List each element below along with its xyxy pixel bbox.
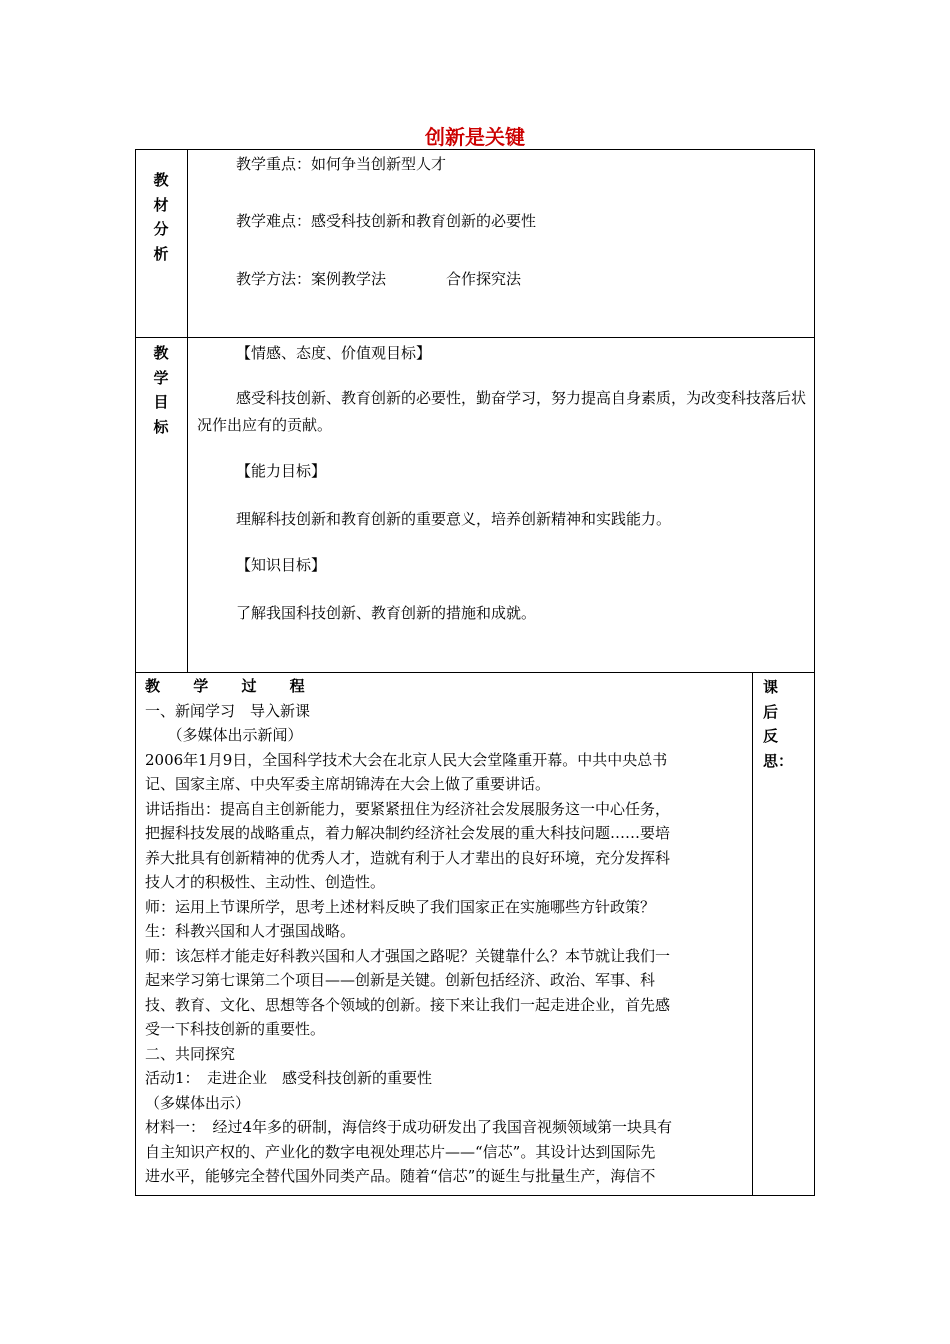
- table-border-top: [135, 149, 815, 150]
- process-line: 起来学习第七课第二个项目——创新是关键。创新包括经济、政治、军事、科: [145, 971, 656, 989]
- process-line: 一、新闻学习 导入新课: [145, 701, 311, 720]
- teaching-process: [145, 674, 751, 1189]
- row-divider-2: [135, 672, 815, 673]
- process-heading: 教 学 过 程: [145, 677, 319, 695]
- process-line: 师：运用上节课所学，思考上述材料反映了我们国家正在实施哪些方针政策？: [145, 897, 656, 916]
- process-line: （多媒体出示新闻）: [145, 726, 303, 744]
- table-border-right: [814, 149, 815, 1196]
- knowledge-heading: 【知识目标】: [236, 556, 327, 574]
- process-line: 2006年1月9日，全国科学技术大会在北京人民大会堂隆重开幕。中共中央总书: [145, 750, 668, 769]
- process-line: （多媒体出示）: [145, 1093, 251, 1112]
- key-point: 教学重点：如何争当创新型人才: [236, 155, 447, 173]
- process-line: 记、国家主席、中央军委主席胡锦涛在大会上做了重要讲话。: [145, 775, 551, 793]
- process-line: 活动1： 走进企业 感受科技创新的重要性: [145, 1069, 433, 1087]
- ability-text: 理解科技创新和教育创新的重要意义，培养创新精神和实践能力。: [236, 510, 672, 528]
- analysis-label: 教 材 分 析: [153, 171, 169, 263]
- process-line: 讲话指出：提高自主创新能力，要紧紧扭住为经济社会发展服务这一中心任务，: [145, 799, 671, 818]
- process-line: 二、共同探究: [145, 1044, 236, 1063]
- process-line: 师：该怎样才能走好科教兴国和人才强国之路呢？关键靠什么？本节就让我们一: [145, 946, 671, 965]
- process-line: 把握科技发展的战略重点，着力解决制约经济社会发展的重大科技问题……要培: [145, 824, 671, 842]
- label-column-divider: [187, 149, 188, 673]
- teaching-method-extra: 合作探究法: [446, 270, 522, 288]
- process-line: 生：科教兴国和人才强国战略。: [145, 922, 356, 940]
- ability-heading: 【能力目标】: [236, 462, 327, 480]
- teaching-method: 教学方法：案例教学法: [236, 270, 387, 288]
- table-border-left: [135, 149, 136, 1196]
- table-border-bottom: [135, 1195, 815, 1196]
- process-line: 养大批具有创新精神的优秀人才，造就有利于人才辈出的良好环境，充分发挥科: [145, 848, 671, 867]
- knowledge-text: 了解我国科技创新、教育创新的措施和成就。: [236, 604, 537, 622]
- process-line: 自主知识产权的、产业化的数字电视处理芯片——“信芯”。其设计达到国际先: [145, 1142, 656, 1161]
- difficulty: 教学难点：感受科技创新和教育创新的必要性: [236, 212, 537, 230]
- reflection-label: 课 后 反 思：: [763, 678, 794, 770]
- reflection-column-divider: [752, 672, 753, 1196]
- process-line: 技、教育、文化、思想等各个领域的创新。接下来让我们一起走进企业，首先感: [145, 995, 671, 1014]
- row-divider-1: [135, 337, 815, 338]
- process-line: 受一下科技创新的重要性。: [145, 1020, 326, 1038]
- process-line: 进水平，能够完全替代国外同类产品。随着“信芯”的诞生与批量生产，海信不: [145, 1167, 656, 1185]
- emotion-text: 感受科技创新、教育创新的必要性，勤奋学习，努力提高自身素质，为改变科技落后状况作出应有的贡献。: [197, 389, 807, 434]
- goals-label: 教 学 目 标: [153, 344, 169, 436]
- emotion-heading: 【情感、态度、价值观目标】: [236, 344, 432, 362]
- process-line: 技人才的积极性、主动性、创造性。: [145, 873, 386, 891]
- document-title: 创新是关键: [425, 125, 525, 149]
- process-line: 材料一： 经过4年多的研制，海信终于成功研发出了我国音视频领域第一块具有: [145, 1118, 673, 1136]
